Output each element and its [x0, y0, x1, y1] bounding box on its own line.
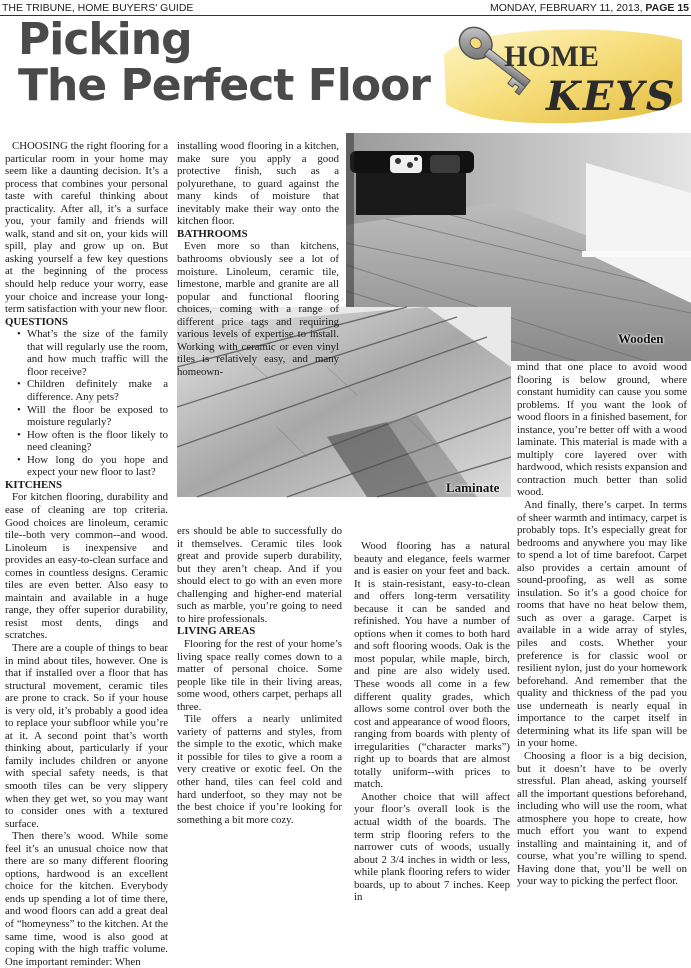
living-areas-heading: LIVING AREAS [177, 625, 256, 638]
home-keys-logo [438, 20, 686, 132]
bathrooms-paragraph: Even more so than kitchens, bathrooms obviously see a lot of moisture. Linoleum, ceramic tile, limestone, marble and granite are all popular and functional flooring choices, coming with a range of different price tags and requiring various levels of expertise to install. Working with ceramic or even vinyl tiles is relatively easy, and many homeown- [177, 240, 339, 378]
kitchens-continued: installing wood flooring in a kitchen, make sure you apply a good protective finish, such as a polyurethane, to guard against the many kinds of moisture that inevitably make their way onto the kitchen floor. [177, 140, 339, 228]
list-item: • What’s the size of the family that will regularly use the room, and how much traffic will the floor receive? [5, 328, 168, 378]
wooden-caption: Wooden [618, 331, 664, 346]
list-item: • How long do you hope and expect your new floor to last? [5, 454, 168, 479]
kitchens-paragraph-1: For kitchen flooring, durability and ease of cleaning are top criteria. Good choices are linoleum, ceramic tile--both very common--and wood. Linoleum is inexpensive and provides an easy-to-clean surface and comes in countless designs. Ceramic tiles are even better. Also easy to maintain and available in a huge range, they offer superior durability, resist most dents, dings and scratches. [5, 491, 168, 642]
living-paragraph-1: Flooring for the rest of your home’s living space really comes down to a matter of personal choice. Some people like tile in their living areas, some wood, others carpet, perhaps all three. [177, 637, 342, 713]
questions-heading: QUESTIONS [5, 315, 69, 328]
bathrooms-continued: ers should be able to successfully do it themselves. Ceramic tiles look great and provide superb durability, but they aren’t cheap. And if you should elect to go with an even more challenging and higher-end material such as marble, you’re going to need to hire professionals. [177, 525, 342, 625]
wood-paragraph-2: Another choice that will affect your floor’s overall look is the actual width of the boards. The term strip flooring refers to the narrower cuts of woods, usually about 2 3/4 inches in width or less, while plank flooring refers to wider boards, up to about 7 inches. Keep in [354, 790, 510, 904]
article-column-3 [354, 540, 510, 904]
wood-paragraph-1: Wood flooring has a natural beauty and elegance, feels warmer and is easier on your feet and back. It is stain-resistant, easy-to-clean and offers long-term versatility because it can be sanded and refinished. You have a number of options when it comes to both hard and soft flooring woods. Oak is the most popular, while maple, birch, and pine are also widely used. These woods all come in a few different quality grades, which allows some control over both the cost and appearance of wood floors, ranging from boards with plenty of irregularities (“character marks”) right up to boards that are almost totally uniform--with prices to match. [354, 540, 510, 791]
issue-date: MONDAY, FEBRUARY 11, 2013, PAGE 15 [489, 2, 689, 14]
article-column-4 [517, 361, 687, 888]
logo-word-home: HOME [504, 40, 599, 73]
article-column-1 [5, 140, 168, 968]
list-item: • How often is the floor likely to need cleaning? [5, 429, 168, 454]
wood-continued: mind that one place to avoid wood flooring is below ground, where constant humidity can cause you some problems. If you want the look of wood floors in a finished basement, for instance, you’re better off with a wood laminate. This material is made with a multiply core layered over with hardwood, which resists expansion and contraction much better than solid wood. [517, 361, 687, 499]
publication-name: THE TRIBUNE, HOME BUYERS' GUIDE [2, 2, 194, 14]
conclusion-paragraph: Choosing a floor is a big decision, but it doesn’t have to be overly stressful. Plan ahead, asking yourself all the important questions beforehand, including who will use the room, what atmosphere you hope to create, how much effort you want to expend installing and maintaining it, and of course, what you’re willing to spend. Having done that, you’ll be well on your way to picking the perfect floor. [517, 749, 687, 888]
carpet-paragraph: And finally, there’s carpet. In terms of sheer warmth and intimacy, carpet is probably tops. It’s especially great for bedrooms and anywhere you may like to spend a lot of time barefoot. Carpet also provides a certain amount of sound-proofing, as well as some insulation. So it’s a good choice for rooms that have no heat below them, such as over a garage. Carpet is available in a wide array of styles, piles and costs. Whether your preference is for classic wool or resilient nylon, just do your homework beforehand. And remember that the quality and thickness of the pad you use underneath is nearly equal in importance to the carpet itself in determining what its life span will be in your home. [517, 499, 687, 750]
sofa-silhouette [350, 151, 474, 215]
questions-list [5, 328, 168, 479]
laminate-caption: Laminate [446, 480, 500, 495]
intro-paragraph: CHOOSING the right flooring for a particular room in your home may seem like a daunting decision. It’s a process that combines your personal taste with careful thinking about practicality. After all, it’s a surface you, your family and friends will walk, stand and sit on, your kids will spill, play and grow up on. But asking yourself a few key questions at the beginning of the process should help reduce your worry, ease your choice and increase your long-term satisfaction with your new floor. [5, 140, 168, 316]
article-column-2-bottom [177, 525, 342, 826]
page-number: PAGE 15 [645, 2, 689, 14]
article-headline [18, 14, 430, 111]
list-item: • Will the floor be exposed to moisture regularly? [5, 404, 168, 429]
bathrooms-heading: BATHROOMS [177, 227, 248, 240]
kitchens-paragraph-3: Then there’s wood. While some feel it’s an unusual choice now that there are so many different flooring options, hardwood is an excellent choice for the kitchen. Everybody ends up spending a lot of time there, and wood floors can add a great deal of “homeyness” to the kitchen. At the same time, wood is also good at coping with the high traffic volume. One important reminder: When [5, 830, 168, 968]
article-column-2-top [177, 140, 339, 378]
list-item: • Children definitely make a difference. Any pets? [5, 378, 168, 403]
headline-line-1: Picking [18, 14, 192, 65]
headline-line-2: The Perfect Floor [18, 60, 430, 111]
kitchens-heading: KITCHENS [5, 478, 62, 491]
living-paragraph-2: Tile offers a nearly unlimited variety of patterns and styles, from the simple to the exotic, which make it possible for tiles to give a room a very creative or exotic feel. On the other hand, tiles can feel cold and hard underfoot, so they may not be the best choice if you’re looking for something a bit more cozy. [177, 713, 342, 826]
kitchens-paragraph-2: There are a couple of things to bear in mind about tiles, however. One is that if installed over a floor that has structural movement, ceramic tiles are prone to crack. So if your house is very old, it’s probably a good idea to replace your subfloor while you’re at it. A second point that’s worth thinking about, particularly if your family includes children or anyone with special safety needs, is that smooth tiles can be very slippery when they get wet, so you may want to consider ones with a textured surface. [5, 641, 168, 830]
logo-word-keys: KEYS [546, 73, 677, 120]
